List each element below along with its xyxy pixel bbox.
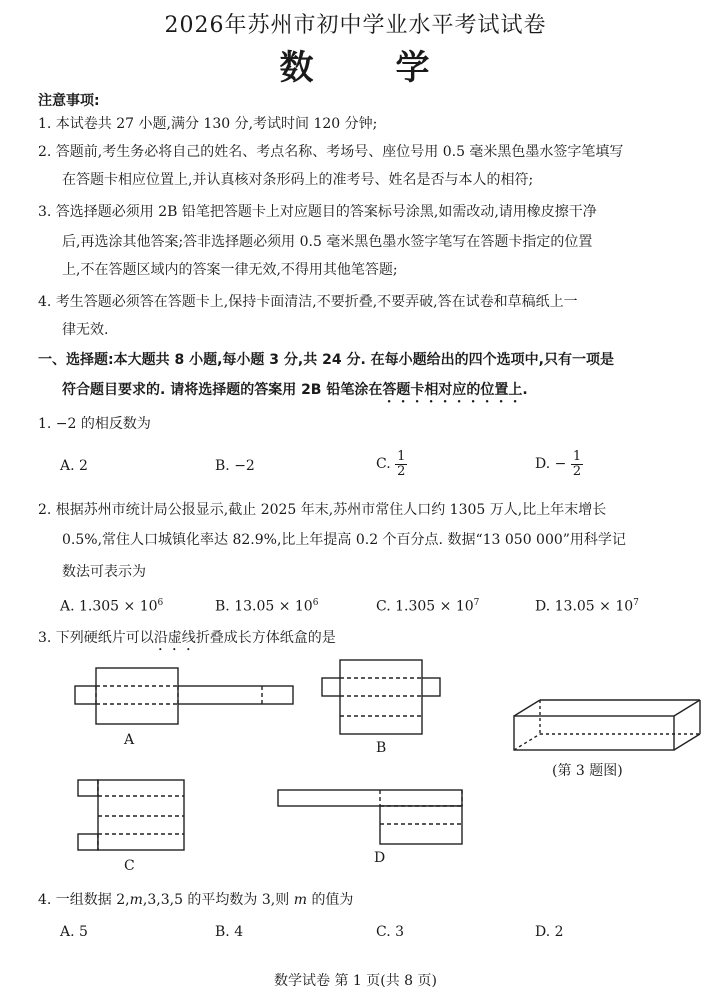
q2-a-base: A. 1.305 × 10 [60,598,158,615]
q2-line-1: 2. 根据苏州市统计局公报显示,截止 2025 年末,苏州市常住人口约 1305 万人,比上年末增长 [38,502,607,518]
q4-option-a: A. 5 [60,924,88,940]
notice-line-1: 1. 本试卷共 27 小题,满分 130 分,考试时间 120 分钟; [38,116,378,132]
notice-line-3: 在答题卡相应位置上,并认真核对条形码上的准考号、姓名是否与本人的相符; [62,172,534,188]
q1-c-denominator: 2 [397,463,406,479]
q2-b-base: B. 13.05 × 10 [215,598,313,615]
notice-line-8: 律无效. [62,322,109,338]
section1-line-2-post: . [522,382,528,398]
q3-label-c: C [124,858,135,874]
q3-label-d: D [374,850,386,866]
notice-line-7: 4. 考生答题必须答在答题卡上,保持卡面清洁,不要折叠,不要弄破,答在试卷和草稿纸上一 [38,294,578,310]
q2-a-exp: 6 [157,598,164,608]
section1-line-1: 一、选择题:本大题共 8 小题,每小题 3 分,共 24 分. 在每小题给出的四个选项中,只有一项是 [38,352,614,368]
q2-c-exp: 7 [473,598,480,608]
q4-var-m: m [129,892,143,908]
notice-line-6: 上,不在答题区域内的答案一律无效,不得用其他笔答题; [62,262,398,278]
net-a [75,668,293,724]
q1-c-numerator: 1 [397,449,406,464]
q2-d-base: D. 13.05 × 10 [535,598,634,615]
q4-var-m-2: m [293,892,307,908]
q1-option-c-prefix: C. [376,456,391,473]
q1-d-denominator: 2 [572,463,582,479]
notice-label: 注意事项: [38,93,100,109]
q3-figure-caption: (第 3 题图) [552,763,623,779]
q2-line-3: 数法可表示为 [62,564,146,580]
q4-stem-pre: 4. 一组数据 2, [38,892,130,908]
q4-option-c: C. 3 [376,924,405,940]
q1-stem: 1. −2 的相反数为 [38,416,151,432]
q3-label-a: A [124,732,135,748]
subject-char-2: 学 [395,48,432,88]
q2-d-exp: 7 [633,598,639,608]
q2-c-base: C. 1.305 × 10 [376,598,474,615]
q4-option-b: B. 4 [215,924,244,940]
q4-stem-mid: ,3,3,5 的平均数为 3,则 [142,892,290,908]
q3-stem-emph: 沿虚线 [153,630,196,646]
notice-line-4: 3. 答选择题必须用 2B 铅笔把答题卡上对应题目的答案标号涂黑,如需改动,请用橡皮擦干净 [38,204,597,220]
subject-char-1: 数 [279,48,316,88]
page-footer: 数学试卷 第 1 页(共 8 页) [274,973,437,989]
q4-stem [38,892,353,909]
notice-line-2: 2. 答题前,考生务必将自己的姓名、考点名称、考场号、座位号用 0.5 毫米黑色墨水签字笔填写 [38,144,624,160]
notice-line-5: 后,再选涂其他答案;答非选择题必须用 0.5 毫米黑色墨水签字笔写在答题卡指定的位置 [62,234,593,250]
q4-option-d: D. 2 [535,924,564,940]
exam-title: 2026年苏州市初中学业水平考试试卷 [164,13,547,38]
section1-line-2-emph: 答题卡相对应的位置上 [382,382,523,398]
q3-stem-pre: 3. 下列硬纸片可以 [38,630,154,646]
net-d [278,790,462,844]
q2-line-2: 0.5%,常住人口城镇化率达 82.9%,比上年提高 0.2 个百分点. 数据“13 050 000”用科学记 [62,532,626,548]
q1-option-b: B. −2 [215,458,255,474]
cuboid-figure [514,700,700,750]
q3-stem-post: 折叠成长方体纸盒的是 [195,630,336,646]
section1-line-2-pre: 符合题目要求的. 请将选择题的答案用 2B 铅笔涂在 [62,382,383,398]
q1-option-a: A. 2 [60,458,88,474]
q4-stem-post: 的值为 [311,892,354,908]
net-c [78,780,184,850]
net-b [322,660,440,734]
q2-b-exp: 6 [312,598,319,608]
q3-label-b: B [376,740,387,756]
q1-option-d-prefix: D. − [535,456,567,473]
q1-d-numerator: 1 [572,449,582,464]
